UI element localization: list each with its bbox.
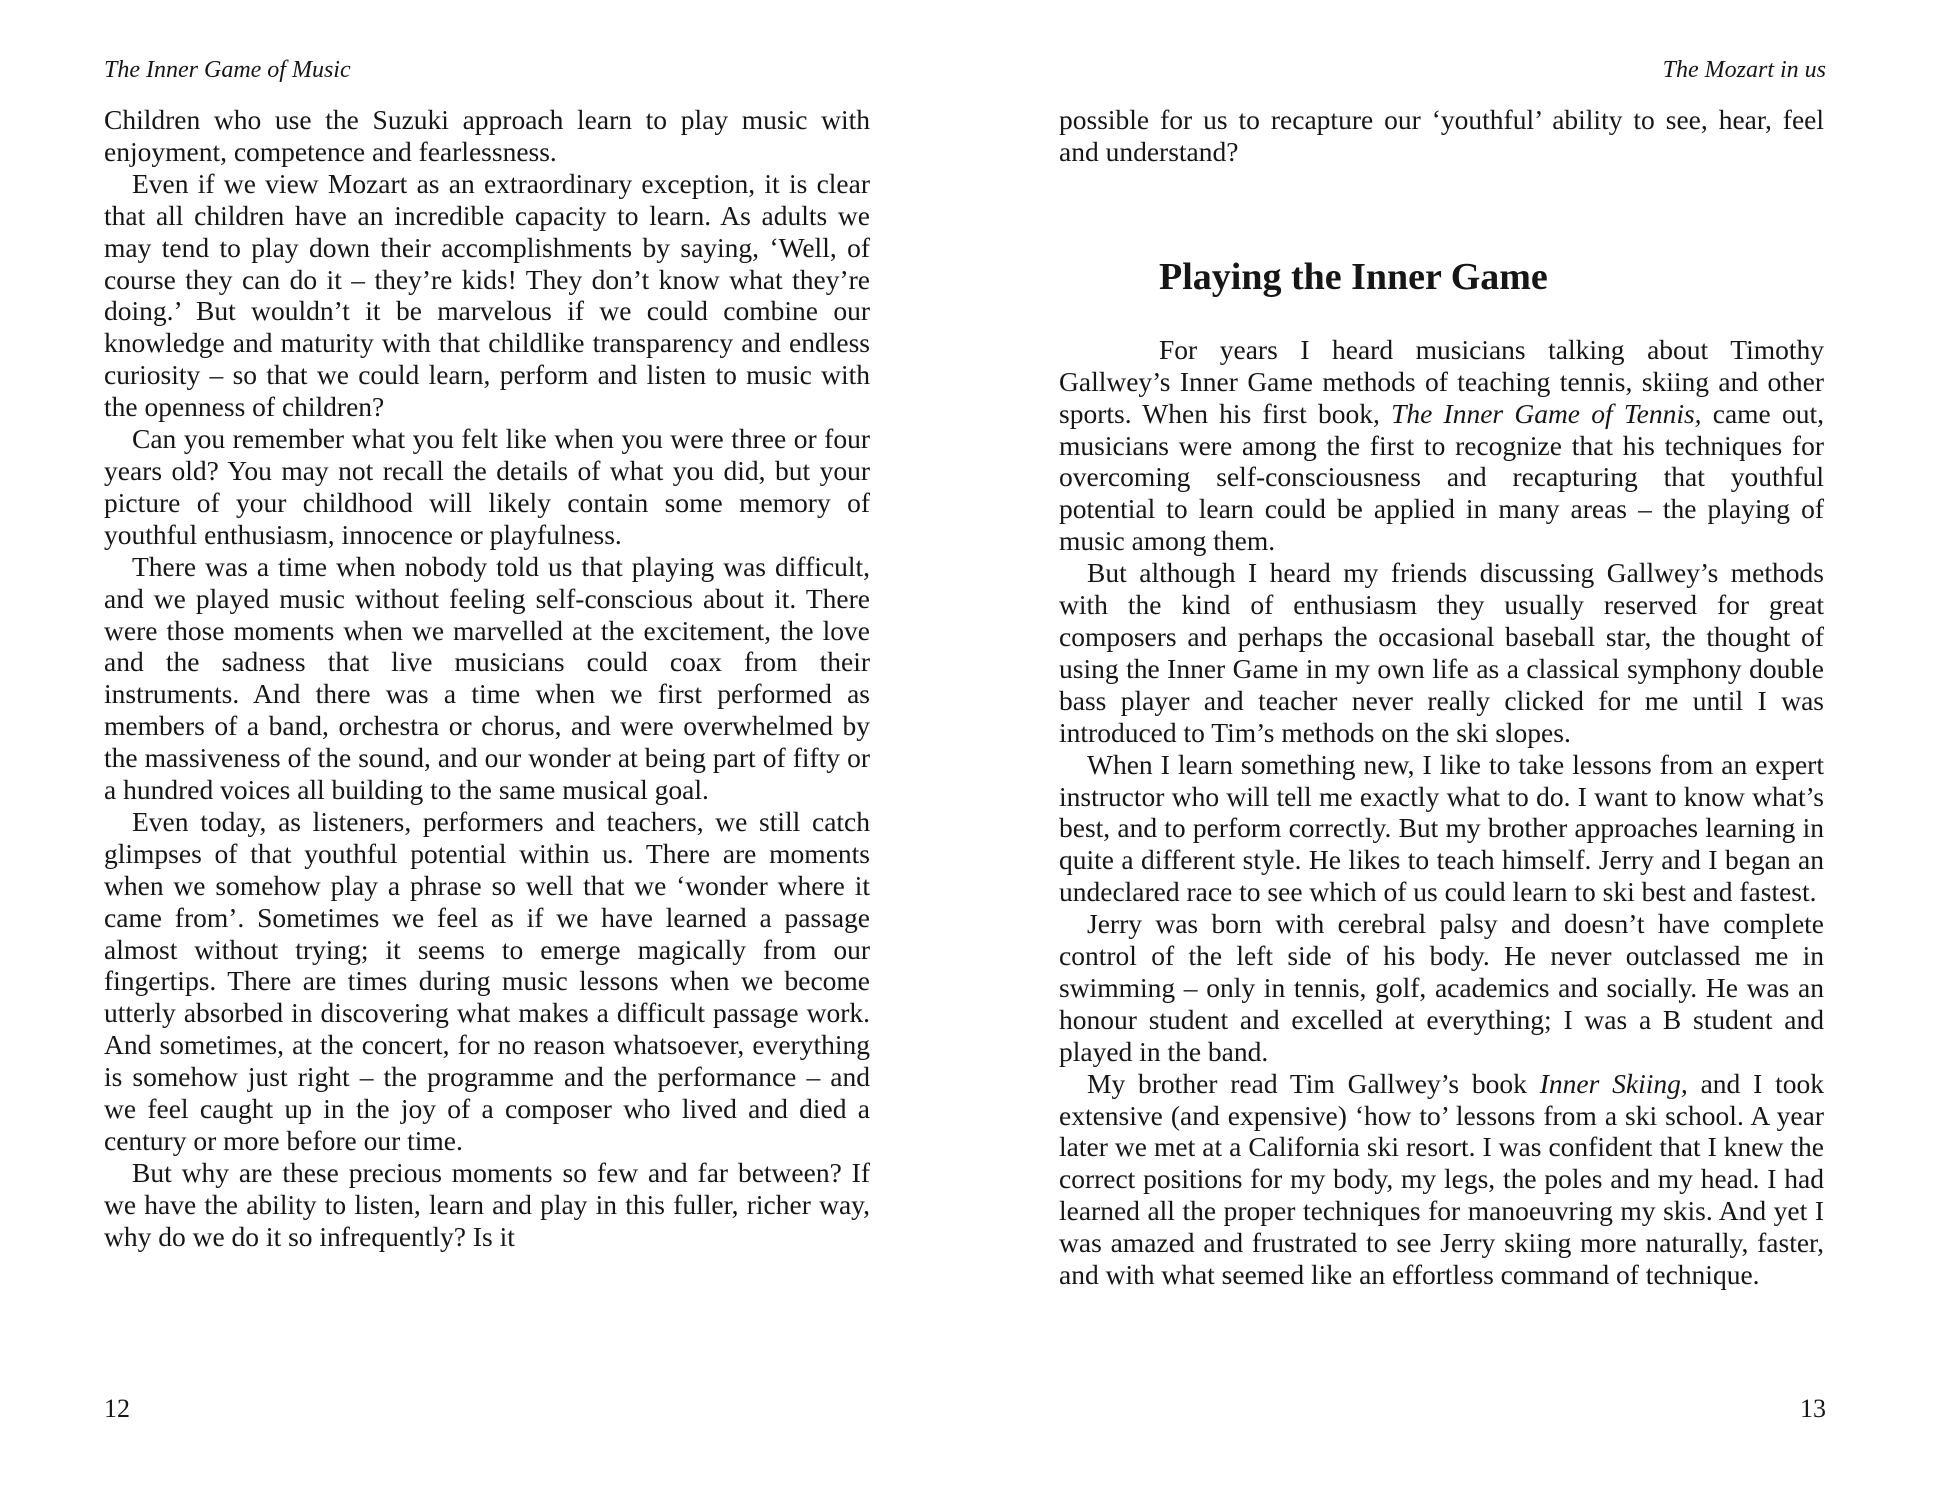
paragraph bbox=[1059, 334, 1824, 557]
left-page bbox=[0, 0, 966, 1486]
section-heading: Playing the Inner Game bbox=[1159, 255, 1548, 298]
paragraph: But why are these precious moments so few and far between? If we have the ability to listen, learn and play in this fuller, richer way, why do we do it so infrequently? Is it bbox=[104, 1156, 870, 1252]
right-page-body bbox=[1059, 104, 1824, 1291]
book-title: Inner Skiing, bbox=[1539, 1067, 1688, 1099]
paragraph: Children who use the Suzuki approach learn to play music with enjoyment, competence and fearlessness. bbox=[104, 104, 870, 167]
book-title: The Inner Game of Tennis, bbox=[1391, 397, 1702, 429]
right-page bbox=[966, 0, 1933, 1486]
text-run: For years I heard musicians talking about Timothy Gallwey’s Inner Game methods of teaching tennis, skiing and other sports. When his first book, bbox=[1059, 333, 1824, 429]
paragraph: Even today, as listeners, performers and teachers, we still catch glimpses of that youthful potential within us. There are moments when we somehow play a phrase so well that we ‘wonder where it came from’. Sometimes we feel as if we have learned a passage almost without trying; it seems to emerge magically from our fingertips. There are times during music lessons when we become utterly absorbed in discovering what makes a difficult passage work. And sometimes, at the concert, for no reason whatsoever, everything is somehow just right – the programme and the performance – and we feel caught up in the joy of a composer who lived and died a century or more before our time. bbox=[104, 805, 870, 1156]
paragraph bbox=[1059, 1068, 1824, 1291]
text-run: and I took extensive (and expensive) ‘how to’ lessons from a ski school. A year later we met at a California ski resort. I was confident that I knew the correct positions for my body, my legs, the poles and my head. I had learned all the proper techniques for manoeuvring my skis. And yet I was amazed and frustrated to see Jerry skiing more naturally, faster, and with what seemed like an effortless command of technique. bbox=[1059, 1067, 1824, 1291]
text-run: My brother read Tim Gallwey’s book bbox=[1087, 1067, 1540, 1099]
paragraph: There was a time when nobody told us that playing was difficult, and we played music without feeling self-conscious about it. There were those moments when we marvelled at the excitement, the love and the sadness that live musicians could coax from their instruments. And there was a time when we first performed as members of a band, orchestra or chorus, and were overwhelmed by the massiveness of the sound, and our wonder at being part of fifty or a hundred voices all building to the same musical goal. bbox=[104, 550, 870, 806]
left-page-body bbox=[104, 104, 870, 1253]
paragraph: When I learn something new, I like to take lessons from an expert instructor who will tell me exactly what to do. I want to know what’s best, and to perform correctly. But my brother approaches learning in quite a different style. He likes to teach himself. Jerry and I began an undeclared race to see which of us could learn to ski best and fastest. bbox=[1059, 748, 1824, 908]
paragraph: Jerry was born with cerebral palsy and doesn’t have complete control of the left side of his body. He never outclassed me in swimming – only in tennis, golf, academics and socially. He was an honour student and excelled at everything; I was a B student and played in the band. bbox=[1059, 908, 1824, 1067]
paragraph: Can you remember what you felt like when you were three or four years old? You may not recall the details of what you did, but your picture of your childhood will likely contain some memory of youthful enthusiasm, innocence or playfulness. bbox=[104, 423, 870, 550]
text-run: came out, musicians were among the first to recognize that his techniques for overcoming self-consciousness and recapturing that youthful potential to learn could be applied in many areas – the playing of music among them. bbox=[1059, 397, 1824, 557]
running-head-right: The Mozart in us bbox=[1662, 57, 1826, 83]
paragraph: Even if we view Mozart as an extraordinary exception, it is clear that all children have an incredible capacity to learn. As adults we may tend to play down their accomplishments by saying, ‘Well, of course they can do it – they’re kids! They don’t know what they’re doing.’ But wouldn’t it be marvelous if we could combine our knowledge and maturity with that childlike transparency and endless curiosity – so that we could learn, perform and listen to music with the openness of children? bbox=[104, 167, 870, 423]
page-number-right: 13 bbox=[1800, 1394, 1826, 1423]
running-head-left: The Inner Game of Music bbox=[104, 57, 351, 83]
paragraph: But although I heard my friends discussing Gallwey’s methods with the kind of enthusiasm they usually reserved for great composers and perhaps the occasional baseball star, the thought of using the Inner Game in my own life as a classical symphony double bass player and teacher never really clicked for me until I was introduced to Tim’s methods on the ski slopes. bbox=[1059, 557, 1824, 748]
page-number-left: 12 bbox=[104, 1394, 130, 1423]
continuation-paragraph: possible for us to recapture our ‘youthful’ ability to see, hear, feel and understand? bbox=[1059, 104, 1824, 167]
